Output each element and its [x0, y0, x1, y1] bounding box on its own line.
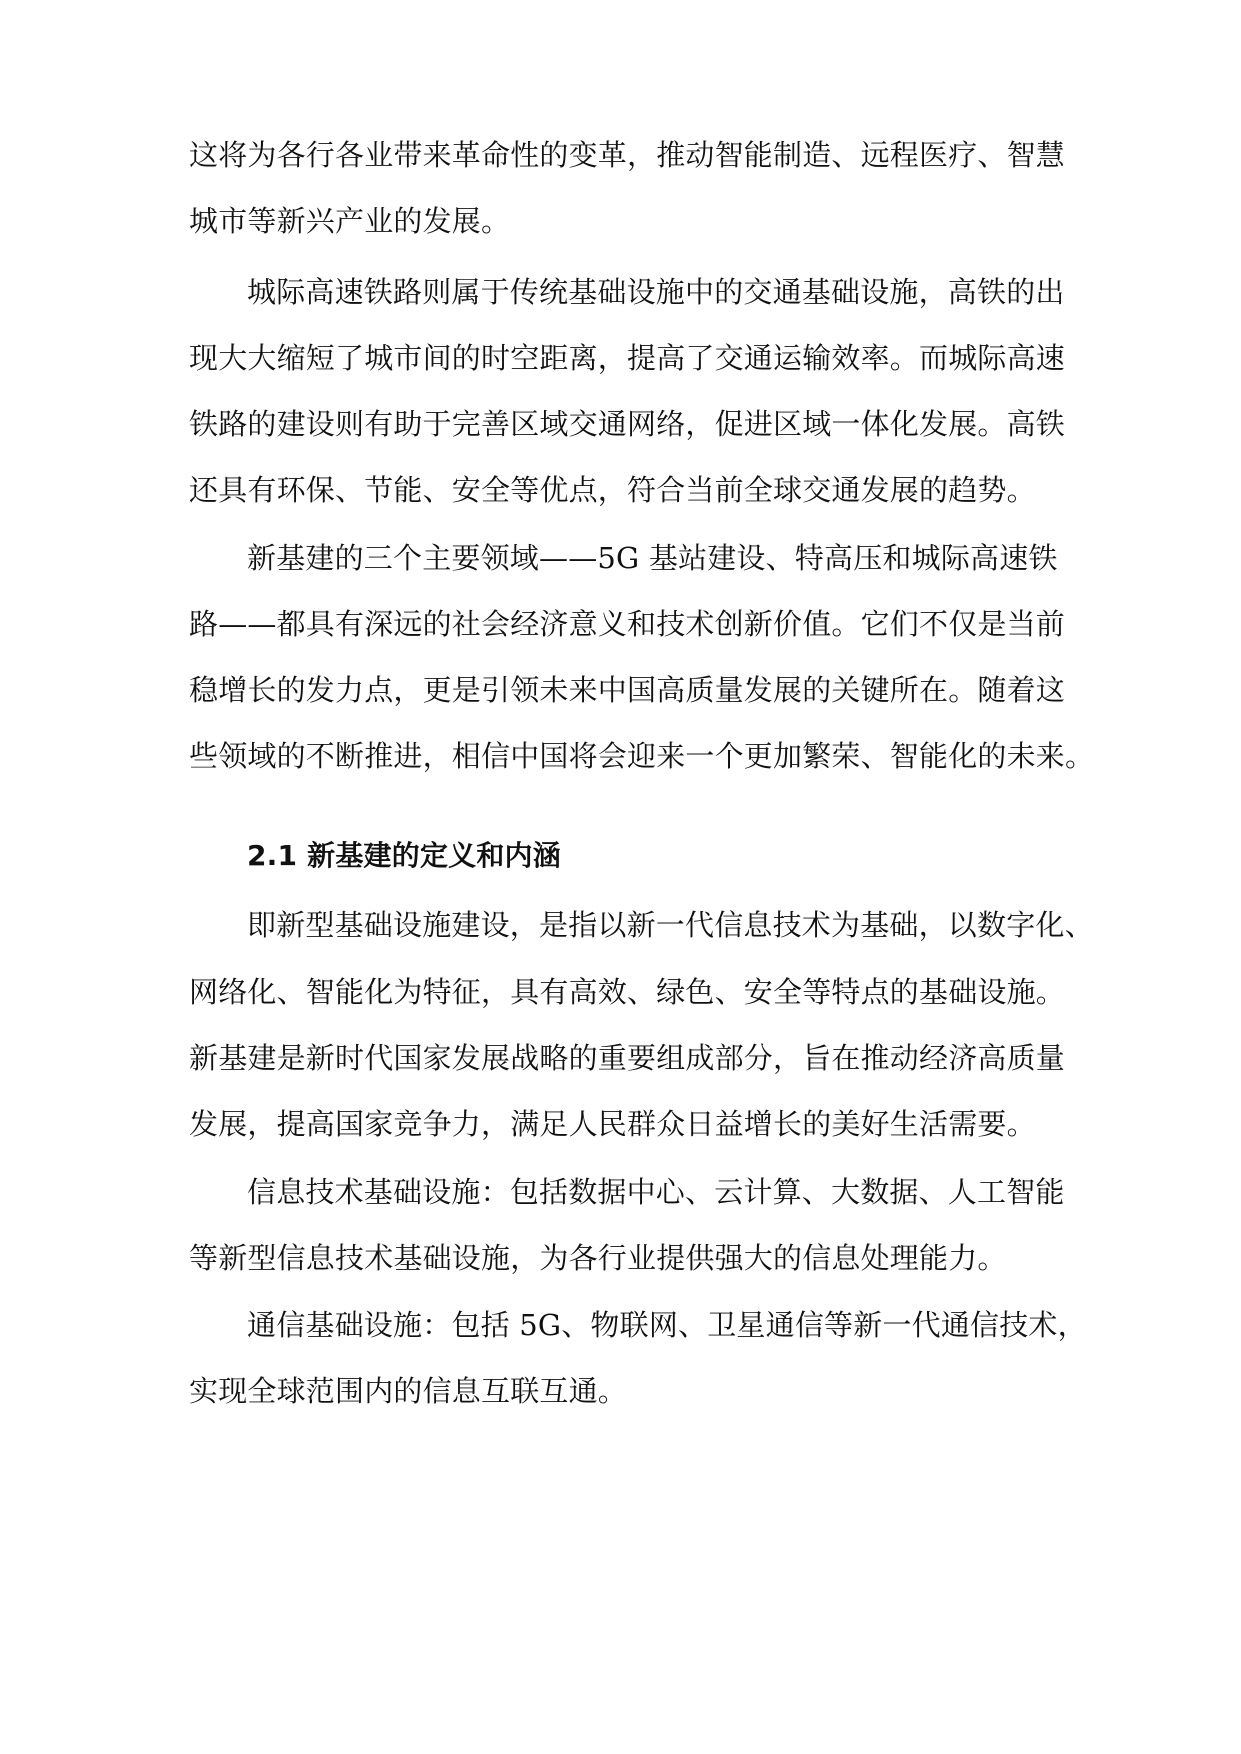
- text-line: 实现全球范围内的信息互联互通。: [189, 1374, 628, 1408]
- text-line: 等新型信息技术基础设施，为各行业提供强大的信息处理能力。: [189, 1241, 1007, 1275]
- text-line: 网络化、智能化为特征，具有高效、绿色、安全等特点的基础设施。: [189, 975, 1066, 1009]
- text-line: 即新型基础设施建设，是指以新一代信息技术为基础，以数字化、: [247, 908, 1094, 942]
- text-line: 通信基础设施：包括 5G、物联网、卫星通信等新一代通信技术，: [247, 1308, 1087, 1342]
- text-line: 稳增长的发力点，更是引领未来中国高质量发展的关键所在。随着这: [189, 673, 1066, 707]
- text-line: 这将为各行各业带来革命性的变革，推动智能制造、远程医疗、智慧: [189, 138, 1066, 172]
- text-line: 路——都具有深远的社会经济意义和技术创新价值。它们不仅是当前: [189, 607, 1066, 641]
- text-line: 现大大缩短了城市间的时空距离，提高了交通运输效率。而城际高速: [189, 341, 1066, 375]
- text-line: 还具有环保、节能、安全等优点，符合当前全球交通发展的趋势。: [189, 473, 1036, 507]
- text-line: 新基建的三个主要领域——5G 基站建设、特高压和城际高速铁: [247, 541, 1058, 575]
- text-line: 城际高速铁路则属于传统基础设施中的交通基础设施，高铁的出: [247, 275, 1065, 309]
- text-line: 城市等新兴产业的发展。: [189, 204, 511, 238]
- text-line: 些领域的不断推进，相信中国将会迎来一个更加繁荣、智能化的未来。: [189, 739, 1095, 773]
- text-line: 信息技术基础设施：包括数据中心、云计算、大数据、人工智能: [247, 1175, 1065, 1209]
- text-line: 发展，提高国家竞争力，满足人民群众日益增长的美好生活需要。: [189, 1107, 1036, 1141]
- text-line: 新基建是新时代国家发展战略的重要组成部分，旨在推动经济高质量: [189, 1041, 1066, 1075]
- text-line: 铁路的建设则有助于完善区域交通网络，促进区域一体化发展。高铁: [189, 407, 1066, 441]
- section-heading: 2.1 新基建的定义和内涵: [247, 839, 561, 872]
